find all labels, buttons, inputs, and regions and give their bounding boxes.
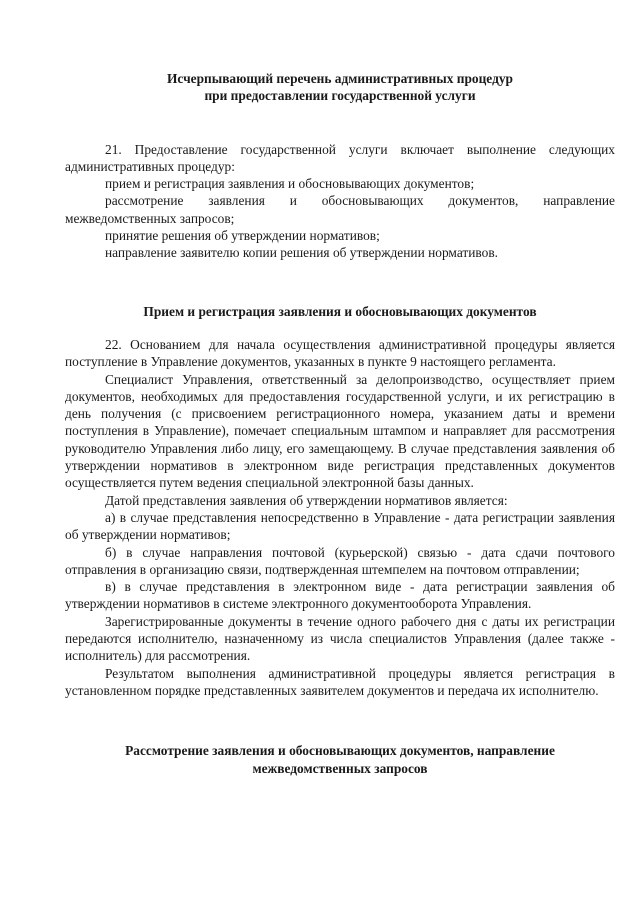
paragraph-21: 21. Предоставление государственной услуги включает выполнение следующих административных процедур: bbox=[65, 141, 615, 174]
paragraph: Датой представления заявления об утверждении нормативов является: bbox=[105, 492, 508, 508]
procedure-item: рассмотрение заявления и обосновывающих документов, направление межведомственных запросов; bbox=[65, 193, 615, 226]
paragraph: Результатом выполнения административной процедуры является регистрация в установленном порядке представленных заявителем документов и передача их исполнителю. bbox=[65, 665, 615, 698]
section-heading-procedures bbox=[65, 70, 615, 105]
procedure-item: направление заявителю копии решения об утверждении нормативов. bbox=[105, 245, 499, 261]
section-heading-reception: Прием и регистрация заявления и обосновывающих документов bbox=[143, 303, 537, 319]
document-page bbox=[65, 70, 615, 777]
heading-line: при предоставлении государственной услуги bbox=[204, 88, 476, 104]
paragraph: Зарегистрированные документы в течение одного рабочего дня с даты их регистрации передаются исполнителю, назначенному из числа специалистов Управления (далее также - исполнитель) для рассмотрения. bbox=[65, 613, 615, 664]
heading-line: межведомственных запросов bbox=[252, 760, 428, 776]
section-heading-review bbox=[65, 742, 615, 777]
heading-line: Рассмотрение заявления и обосновывающих документов, направление bbox=[125, 743, 555, 759]
paragraph: Специалист Управления, ответственный за делопроизводство, осуществляет прием документов, необходимых для предоставления государственной услуги, и их регистрацию в день получения (с присвоением регистрационного номера, указанием даты и времени поступления в Управление), помечает специальным штампом и направляет для рассмотрения руководителю Управления либо лицу, его замещающему. В случае представления заявления об утверждении нормативов в электронном виде регистрация представленных документов осуществляется путем ведения специальной электронной базы данных. bbox=[65, 371, 615, 491]
procedure-item: прием и регистрация заявления и обосновывающих документов; bbox=[105, 176, 475, 192]
paragraph-22: 22. Основанием для начала осуществления административной процедуры является поступление в Управление документов, указанных в пункте 9 настоящего регламента. bbox=[65, 336, 615, 370]
list-item-a: а) в случае представления непосредственно в Управление - дата регистрации заявления об утверждении нормативов; bbox=[65, 509, 615, 543]
list-item-c: в) в случае представления в электронном виде - дата регистрации заявления об утверждении нормативов в системе электронного документооборота Управления. bbox=[65, 579, 615, 612]
procedure-item: принятие решения об утверждении нормативов; bbox=[105, 228, 380, 244]
heading-line: Исчерпывающий перечень административных процедур bbox=[166, 71, 513, 86]
list-item-b: б) в случае направления почтовой (курьерской) связью - дата сдачи почтового отправления в организацию связи, подтвержденная штемпелем на почтовом отправлении; bbox=[65, 544, 615, 577]
